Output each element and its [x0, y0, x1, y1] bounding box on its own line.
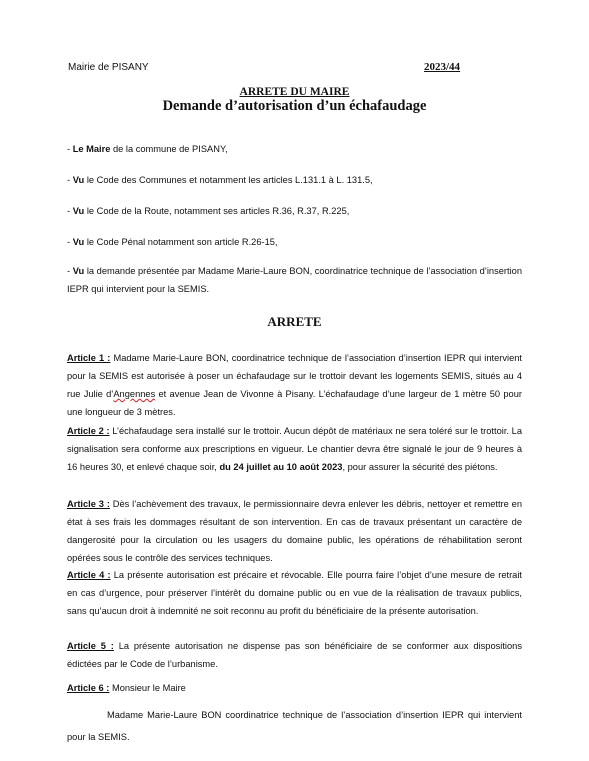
- article-1-heading: Article 1 :: [67, 353, 111, 363]
- mairie-name: Mairie de PISANY: [68, 62, 149, 73]
- arrete-number: 2023/44: [424, 61, 461, 73]
- arrete-heading: ARRETE: [267, 314, 322, 329]
- article-6-heading: Article 6 :: [67, 683, 110, 693]
- article-5: Article 5 : La présente autorisation ne dispense pas son bénéficiaire de se conformer aux dispositions édictées par le Code de l’urbanisme.: [67, 641, 522, 669]
- article-6: Article 6 : Monsieur le Maire: [67, 683, 186, 693]
- article-3-heading: Article 3 :: [67, 499, 110, 509]
- article-2-heading: Article 2 :: [67, 426, 110, 436]
- article-5-heading: Article 5 :: [67, 641, 114, 651]
- visa-code-communes: - Vu le Code des Communes et notamment les articles L.131.1 à L. 131.5,: [67, 175, 373, 185]
- document-subtitle: Demande d’autorisation d’un échafaudage: [162, 98, 427, 114]
- article-4: Article 4 : La présente autorisation est précaire et révocable. Elle pourra faire l’objet d’une mesure de retrait en cas d’urgence, pour préserver l’intérêt du domaine public ou en vue de la réalisation de travaux publics, sans qu’aucun droit à indemnité ne soit reconnu au profit du bénéficiaire de la présente autorisation.: [67, 570, 522, 616]
- article-4-heading: Article 4 :: [67, 570, 111, 580]
- article-2: Article 2 : L’échafaudage sera installé sur le trottoir. Aucun dépôt de matériaux ne sera toléré sur le trottoir. La signalisation sera conforme aux prescriptions en vigueur. Le chantier devra être signalé le jour de 9 heures à 16 heures 30, et enlevé chaque soir, du 24 juillet au 10 août 2023, pour assurer la sécurité des piétons.: [67, 426, 522, 472]
- document-title: ARRETE DU MAIRE: [239, 86, 350, 98]
- visa-code-route: - Vu le Code de la Route, notamment ses articles R.36, R.37, R.225,: [67, 206, 350, 216]
- visa-demande: - Vu la demande présentée par Madame Marie-Laure BON, coordinatrice technique de l’association d’insertion IEPR qui intervient pour la SEMIS.: [67, 266, 522, 294]
- article-1: Article 1 : Madame Marie-Laure BON, coordinatrice technique de l’association d’insertion IEPR qui intervient pour la SEMIS est autorisée à poser un échafaudage sur le trottoir devant les logements SEMIS, situés au 4 rue Julie d’Angennes et avenue Jean de Vivonne à Pisany. L’échafaudage d’une largeur de 1 mètre 50 pour une longueur de 3 mètres.: [67, 353, 523, 417]
- closing-paragraph: Madame Marie-Laure BON coordinatrice technique de l’association d’insertion IEPR qui intervient pour la SEMIS.: [67, 710, 522, 742]
- visa-code-penal: - Vu le Code Pénal notamment son article R.26-15,: [67, 237, 278, 247]
- visa-le-maire: - Le Maire de la commune de PISANY,: [67, 144, 228, 154]
- article-3: Article 3 : Dès l’achèvement des travaux, le permissionnaire devra enlever les débris, nettoyer et remettre en état à ses frais les dommages résultant de son intervention. En cas de travaux présentant un caractère de dangerosité pour la circulation ou les usagers du domaine public, les opérations de réhabilitation seront opérées sous le contrôle des services techniques.: [67, 499, 522, 563]
